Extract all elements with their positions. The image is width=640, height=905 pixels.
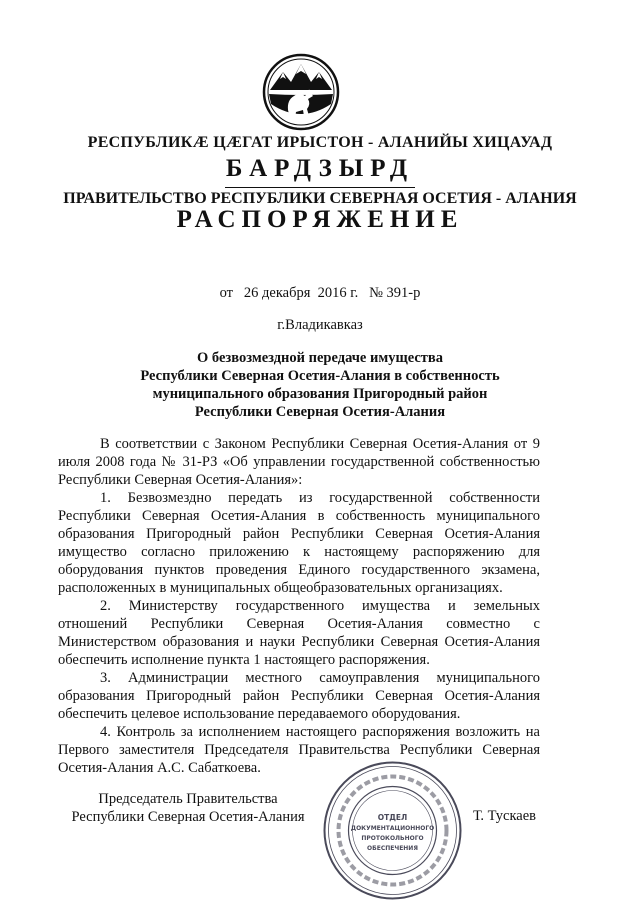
clause-4-paragraph: 4. Контроль за исполнением настоящего распоряжения возложить на Первого заместителя Председателя Правительства Республики Северная Осетия-Алания А.С. Сабаткоева.	[58, 724, 540, 776]
seal-text-line: ДОКУМЕНТАЦИОННОГО	[350, 825, 435, 832]
coat-of-arms-icon	[261, 52, 341, 132]
document-type-ossetian: БАРДЗЫРД	[225, 155, 415, 182]
clause-1-paragraph: 1. Безвозмездно передать из государственной собственности Республики Северная Осетия-Алания в собственность муниципального образования Пригородный район Республики Северная Осетия-Алания имущество согласно приложению к настоящему распоряжению для оборудования пунктов проведения Единого государственного экзамена, расположенных в муниципальных общеобразовательных организациях.	[58, 490, 540, 596]
document-body	[58, 435, 540, 777]
clause-2-paragraph: 2. Министерству государственного имущества и земельных отношений Республики Северная Осетия-Алания совместно с Министерством образования и науки Республики Северная Осетия-Алания обеспечить исполнение пункта 1 настоящего распоряжения.	[58, 598, 540, 668]
seal-text-line: ОТДЕЛ	[377, 813, 408, 822]
header-divider	[225, 187, 415, 188]
title-line: О безвозмездной передаче имущества	[197, 350, 443, 366]
signatory-position-line: Республики Северная Осетия-Алания	[71, 809, 305, 825]
title-line: Республики Северная Осетия-Алания в собственность	[140, 368, 500, 384]
document-date-number: от 26 декабря 2016 г. № 391-р	[219, 285, 421, 301]
document-city: г.Владикавказ	[277, 317, 363, 333]
title-line: Республики Северная Осетия-Алания	[194, 404, 446, 420]
government-name-russian: ПРАВИТЕЛЬСТВО РЕСПУБЛИКИ СЕВЕРНАЯ ОСЕТИЯ - АЛАНИЯ	[63, 190, 577, 207]
seal-text-line: ПРОТОКОЛЬНОГО	[361, 835, 424, 842]
clause-3-paragraph: 3. Администрации местного самоуправления муниципального образования Пригородный район Республики Северная Осетия-Алания обеспечить целевое использование передаваемого оборудования.	[58, 670, 540, 722]
government-name-ossetian: РЕСПУБЛИКӔ ЦӔГАТ ИРЫСТОН - АЛАНИЙЫ ХИЦАУАД	[87, 134, 553, 151]
signatory-name: Т. Тускаев	[473, 808, 537, 824]
signatory-position	[58, 790, 318, 826]
document-type-russian: РАСПОРЯЖЕНИЕ	[176, 206, 464, 233]
official-seal-icon	[320, 758, 465, 903]
signatory-position-line: Председатель Правительства	[98, 791, 278, 807]
preamble-paragraph: В соответствии с Законом Республики Северная Осетия-Алания от 9 июля 2008 года № 31-РЗ «Об управлении государственной собственностью Республики Северная Осетия-Алания»:	[58, 436, 540, 488]
document-title	[100, 349, 540, 421]
title-line: муниципального образования Пригородный район	[152, 386, 488, 402]
seal-text-line: ОБЕСПЕЧЕНИЯ	[367, 845, 418, 852]
